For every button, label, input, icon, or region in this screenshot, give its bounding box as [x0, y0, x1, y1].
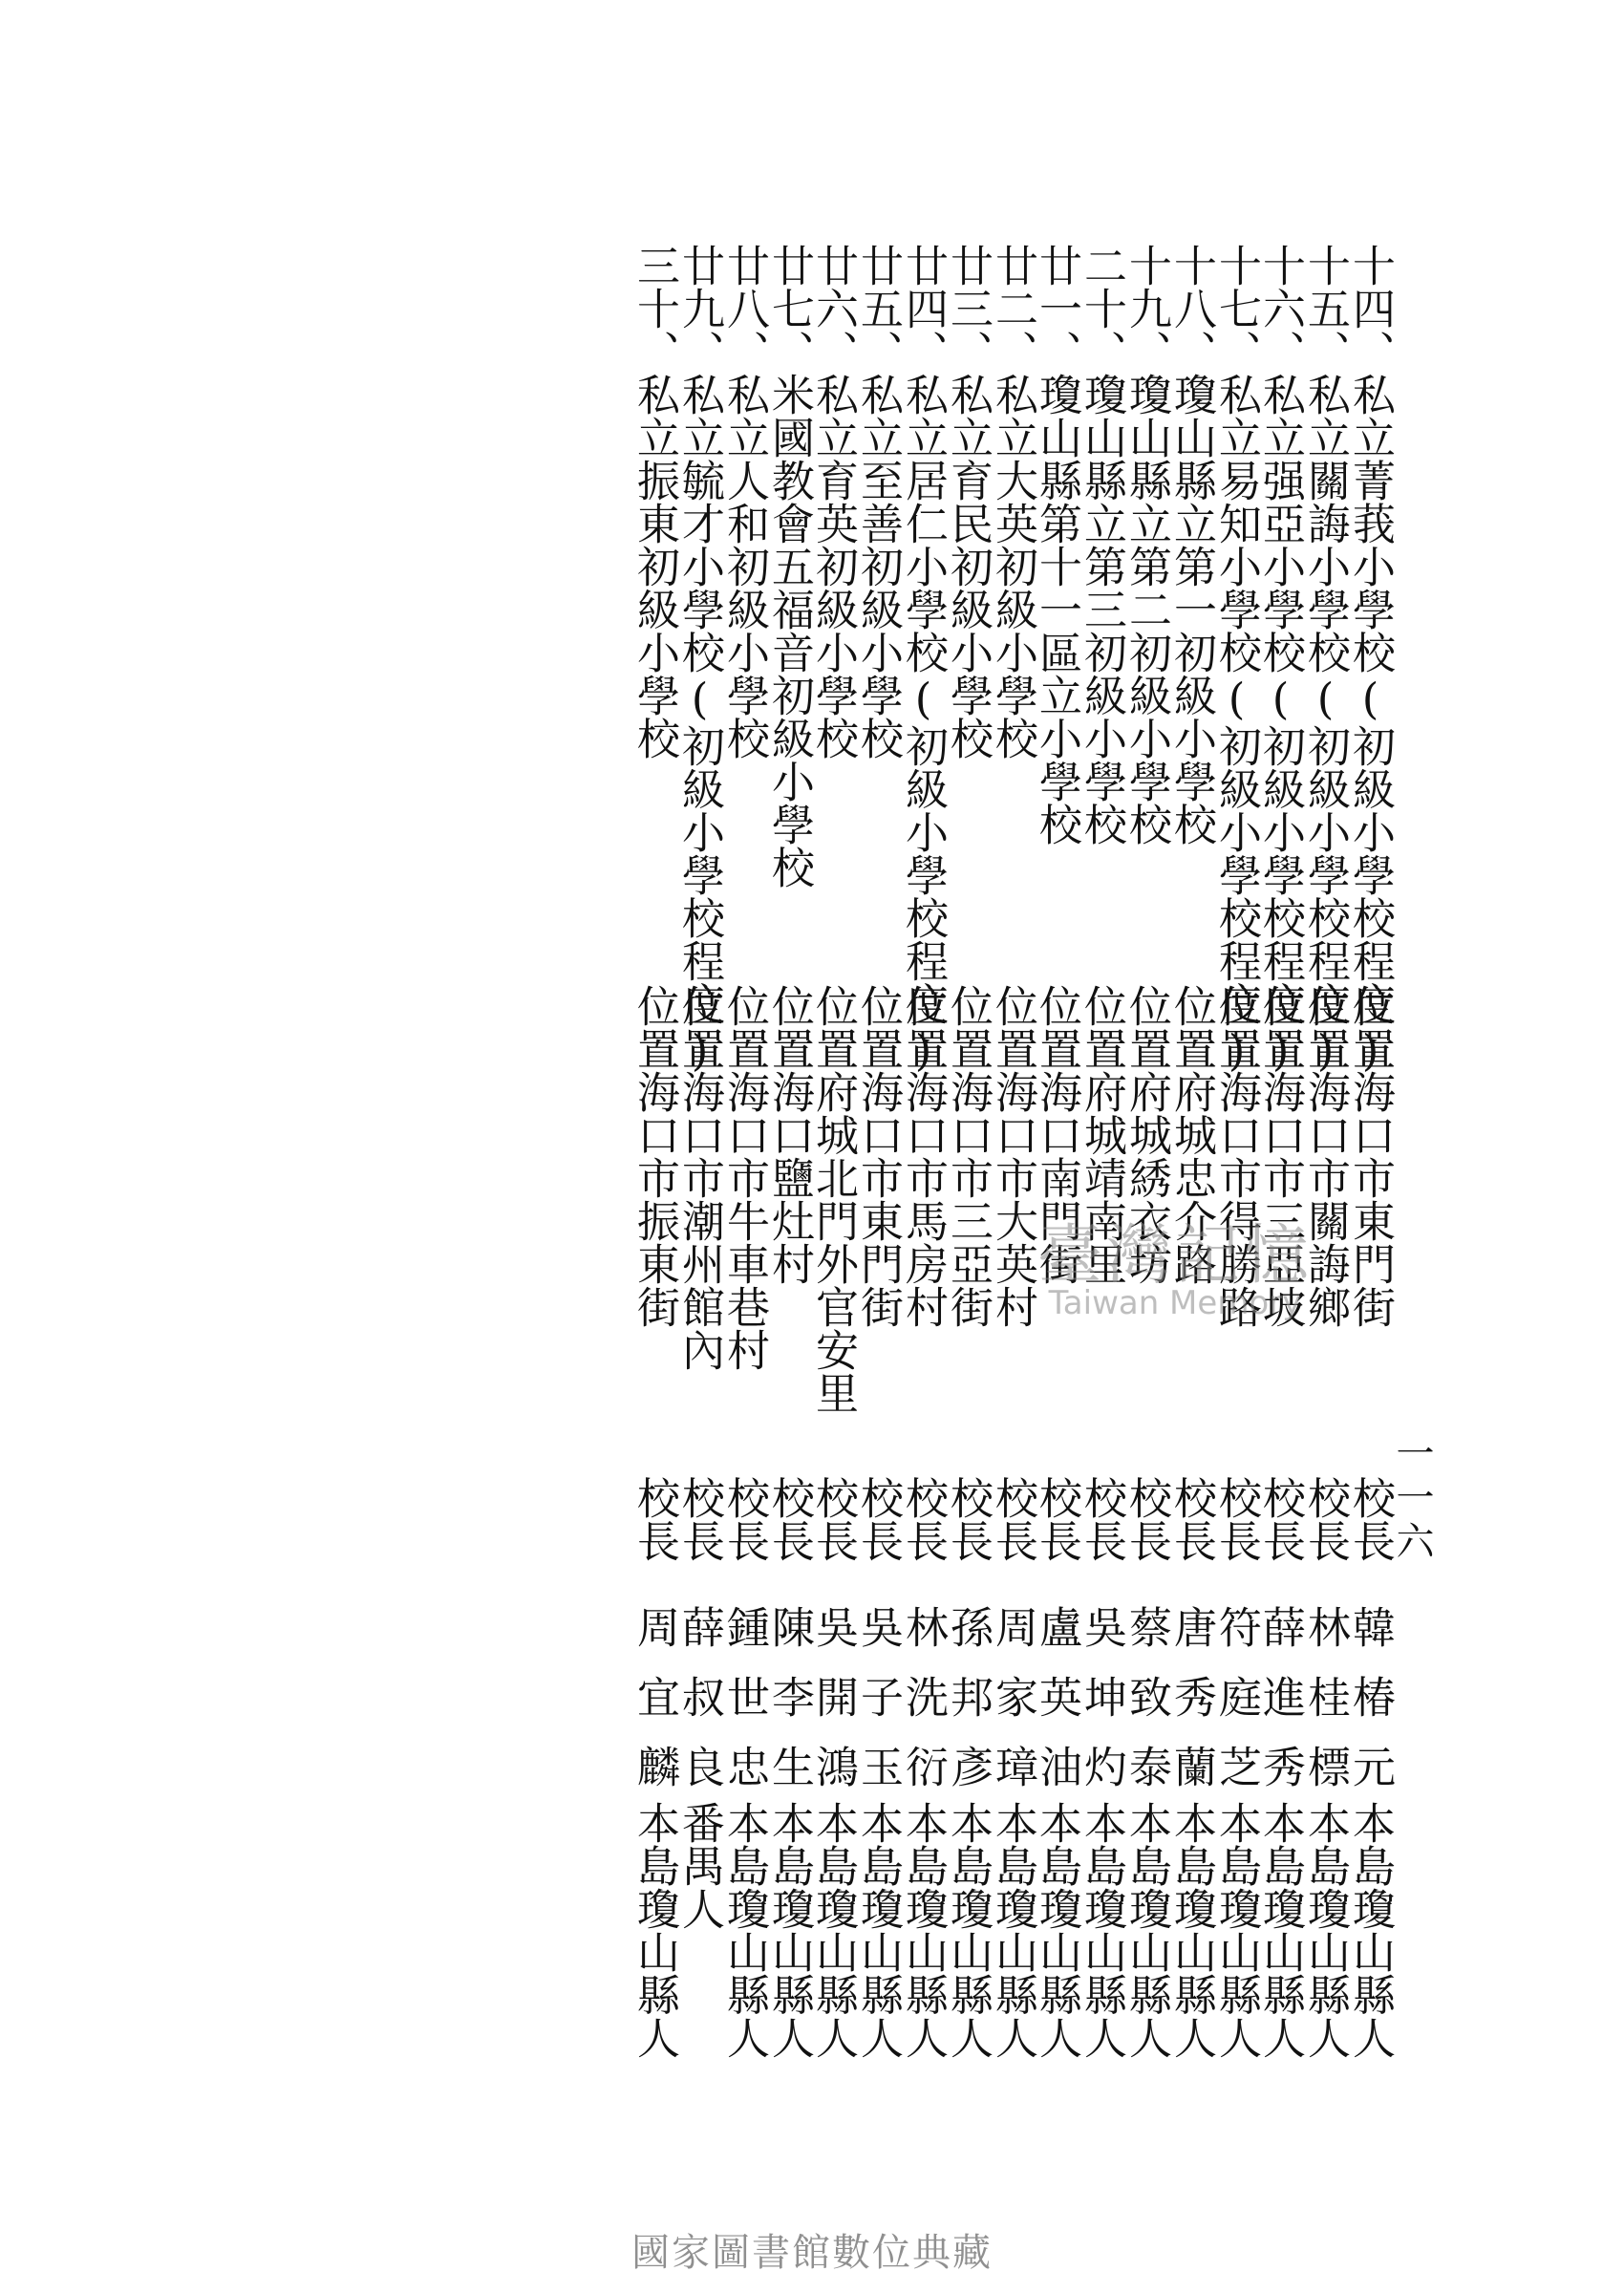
school-name: 廿七、米國教會五福音初級小學校	[764, 244, 815, 889]
principal-origin: 本島瓊山縣人	[988, 1801, 1038, 2059]
watermark	[1032, 1204, 1318, 1338]
watermark-logo-text: 臺灣記憶	[1036, 1218, 1313, 1294]
principal-origin: 本島瓊山縣人	[1345, 1801, 1396, 2059]
school-name: 十七、私立易知小學校(初級小學校程度)	[1211, 244, 1262, 1076]
principal-role-label: 校長	[1032, 1476, 1082, 1562]
school-location: 位置府城綉衣坊	[1122, 984, 1172, 1285]
principal-role-label: 校長	[853, 1476, 904, 1562]
school-location: 位置海口市東門街	[853, 984, 904, 1328]
school-location: 位置海口市三亞街	[943, 984, 994, 1328]
school-location: 位置海口市振東街	[630, 984, 680, 1328]
principal-origin: 本島瓊山縣人	[1122, 1801, 1172, 2059]
principal-origin: 本島瓊山縣人	[1032, 1801, 1082, 2059]
school-name: 三十、私立振東初級小學校	[630, 244, 680, 760]
principal-origin: 本島瓊山縣人	[764, 1801, 815, 2059]
principal-origin: 本島瓊山縣人	[808, 1801, 859, 2059]
school-name: 廿六、私立育英初級小學校	[808, 244, 859, 760]
principal-name: 林桂標	[1300, 1605, 1351, 1814]
principal-name: 盧英油	[1032, 1605, 1082, 1814]
principal-role-label: 校長	[808, 1476, 859, 1562]
principal-name: 韓椿元	[1345, 1605, 1396, 1814]
principal-role-label: 校長	[1211, 1476, 1262, 1562]
principal-origin: 本島瓊山縣人	[943, 1801, 994, 2059]
principal-name: 蔡致泰	[1122, 1605, 1172, 1814]
school-location: 位置府城靖南里	[1077, 984, 1127, 1285]
principal-name: 薛進秀	[1255, 1605, 1306, 1814]
school-location: 位置海口市馬房村	[898, 984, 949, 1328]
principal-origin: 本島瓊山縣人	[1166, 1801, 1217, 2059]
school-name: 廿九、私立毓才小學校(初級小學校程度)	[674, 244, 725, 1076]
school-location: 位置海口鹽灶村	[764, 984, 815, 1285]
school-location: 位置府城北門外官安里	[808, 984, 859, 1414]
principal-name: 吳開鴻	[808, 1605, 859, 1814]
school-name: 廿四、私立居仁小學校(初級小學校程度)	[898, 244, 949, 1076]
principal-name: 陳李生	[764, 1605, 815, 1814]
principal-role-label: 校長	[674, 1476, 725, 1562]
principal-role-label: 校長	[898, 1476, 949, 1562]
principal-origin: 本島瓊山縣人	[853, 1801, 904, 2059]
principal-origin: 本島瓊山縣人	[1255, 1801, 1306, 2059]
school-name: 十四、私立菁莪小學校(初級小學校程度)	[1345, 244, 1396, 1076]
principal-role-label: 校長	[943, 1476, 994, 1562]
principal-name: 吳坤灼	[1077, 1605, 1127, 1814]
principal-name: 吳子玉	[853, 1605, 904, 1814]
principal-role-label: 校長	[1300, 1476, 1351, 1562]
school-location: 位置海口市大英村	[988, 984, 1038, 1328]
school-name: 廿二、私立大英初級小學校	[988, 244, 1038, 760]
school-location: 位置府城忠介路	[1166, 984, 1217, 1285]
principal-role-label: 校長	[719, 1476, 770, 1562]
principal-name: 周宜麟	[630, 1605, 680, 1814]
principal-role-label: 校長	[988, 1476, 1038, 1562]
school-location: 位置海口市三亞坡	[1255, 984, 1306, 1328]
principal-role-label: 校長	[1255, 1476, 1306, 1562]
principal-name: 孫邦彥	[943, 1605, 994, 1814]
principal-name: 鍾世忠	[719, 1605, 770, 1814]
principal-role-label: 校長	[1077, 1476, 1127, 1562]
school-location: 位置海口南門街	[1032, 984, 1082, 1285]
school-name: 十九、瓊山縣立第二初級小學校	[1122, 244, 1172, 846]
school-entry	[620, 0, 689, 2293]
principal-origin: 本島瓊山縣人	[630, 1801, 680, 2059]
school-name: 十五、私立關誨小學校(初級小學校程度)	[1300, 244, 1351, 1076]
principal-role-label: 校長	[1122, 1476, 1172, 1562]
principal-role-label: 校長	[1345, 1476, 1396, 1562]
principal-name: 符庭芝	[1211, 1605, 1262, 1814]
principal-name: 唐秀蘭	[1166, 1605, 1217, 1814]
school-location: 位置海口市得勝路	[1211, 984, 1262, 1328]
school-location: 位置海口市潮州館內	[674, 984, 725, 1371]
principal-origin: 本島瓊山縣人	[1077, 1801, 1127, 2059]
school-location: 位置海口市牛車巷村	[719, 984, 770, 1371]
principal-role-label: 校長	[630, 1476, 680, 1562]
school-name: 十八、瓊山縣立第一初級小學校	[1166, 244, 1217, 846]
footer-caption: 國家圖書館數位典藏	[631, 2231, 993, 2275]
principal-role-label: 校長	[1166, 1476, 1217, 1562]
school-name: 廿三、私立育民初級小學校	[943, 244, 994, 760]
principal-origin: 本島瓊山縣人	[719, 1801, 770, 2059]
school-name: 二十、瓊山縣立第三初級小學校	[1077, 244, 1127, 846]
school-name: 廿八、私立人和初級小學校	[719, 244, 770, 760]
principal-name: 周家璋	[988, 1605, 1038, 1814]
principal-role-label: 校長	[764, 1476, 815, 1562]
watermark-english-text: Taiwan Memory	[1048, 1284, 1302, 1322]
principal-name: 薛叔良	[674, 1605, 725, 1814]
principal-origin: 本島瓊山縣人	[898, 1801, 949, 2059]
school-location: 位置海口市關誨鄉	[1300, 984, 1351, 1328]
principal-origin: 本島瓊山縣人	[1211, 1801, 1262, 2059]
school-name: 十六、私立强亞小學校(初級小學校程度)	[1255, 244, 1306, 1076]
principal-origin: 番禺人	[674, 1801, 725, 1930]
school-name: 廿一、瓊山縣第十一區立小學校	[1032, 244, 1082, 846]
principal-name: 林洗衍	[898, 1605, 949, 1814]
school-name: 廿五、私立至善初級小學校	[853, 244, 904, 760]
page-number: 一一六	[1390, 1433, 1434, 1565]
school-location: 位置海口市東門街	[1345, 984, 1396, 1328]
principal-origin: 本島瓊山縣人	[1300, 1801, 1351, 2059]
